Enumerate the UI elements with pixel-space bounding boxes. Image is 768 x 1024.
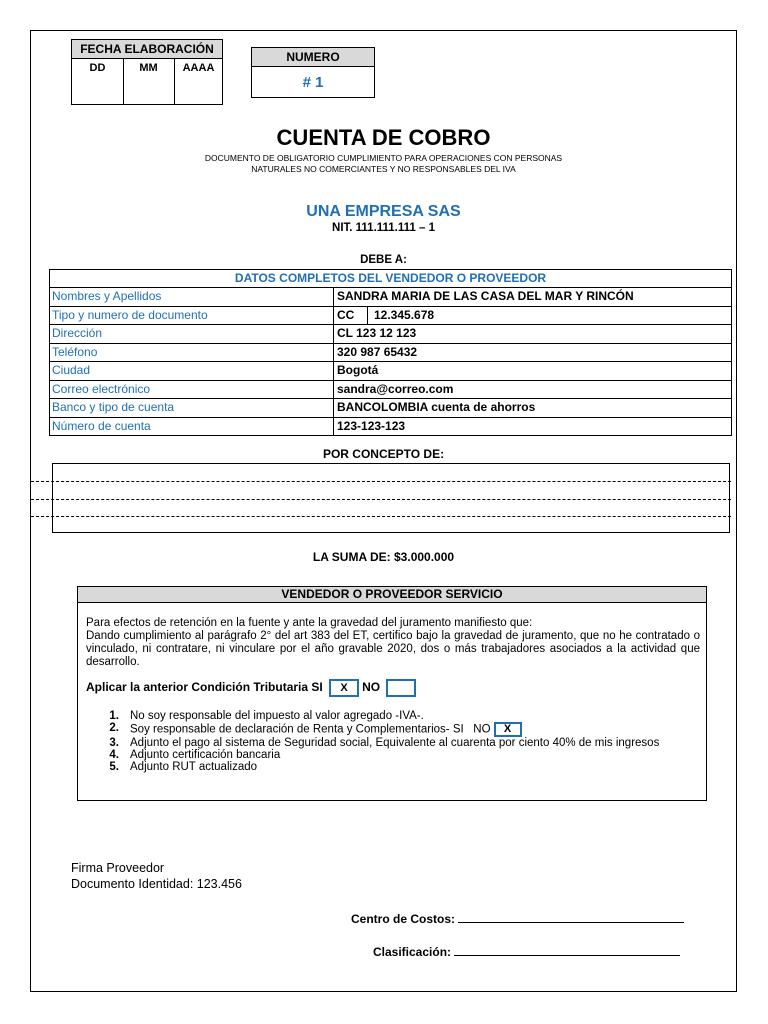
row-value: Bogotá	[337, 363, 379, 377]
row-label: Banco y tipo de cuenta	[50, 399, 334, 417]
numero-value: # 1	[302, 74, 324, 91]
subtitle-line-2: NATURALES NO COMERCIANTES Y NO RESPONSABLES DEL IVA	[251, 164, 516, 174]
table-row	[50, 325, 731, 344]
row-value: CL 123 12 123	[337, 326, 417, 340]
list-item	[86, 749, 700, 761]
item-text	[130, 722, 700, 737]
dashed-line	[31, 516, 731, 517]
vendedor-section	[77, 586, 707, 801]
item-text: Adjunto certificación bancaria	[130, 749, 281, 761]
row-value	[334, 307, 731, 325]
row-label: Correo electrónico	[50, 381, 334, 399]
item-number: 5.	[109, 761, 119, 773]
list-item	[86, 722, 700, 737]
page-title: CUENTA DE COBRO	[276, 125, 491, 150]
row-value: 320 987 65432	[337, 344, 418, 359]
table-row	[50, 307, 731, 326]
row-value: 123-123-123	[337, 418, 406, 433]
table-row	[50, 344, 731, 363]
si-checkbox[interactable]: X	[329, 679, 359, 697]
fecha-label: FECHA ELABORACIÓN	[72, 40, 222, 59]
centro-costos-line[interactable]	[458, 911, 684, 923]
document-page	[30, 30, 737, 992]
no-label: NO	[362, 680, 381, 695]
renta-text: Soy responsable de declaración de Renta y Complementarios- SI	[130, 723, 464, 736]
documento-identidad: Documento Identidad: 123.456	[71, 877, 242, 891]
row-value: SANDRA MARIA DE LAS CASA DEL MAR Y RINCÓN	[337, 289, 634, 303]
vendedor-header: VENDEDOR O PROVEEDOR SERVICIO	[78, 587, 706, 603]
fecha-dd: DD	[72, 58, 124, 104]
dashed-line	[31, 499, 731, 500]
retention-paragraph: Dando cumplimiento al parágrafo 2° del art 383 del ET, certifico bajo la gravedad de juramento, que no he contratado o vinculado, ni contratare, ni vinculare por el año gravable 2020, dos o más trabajadores asociados a la actividad que desarrollo.	[86, 630, 700, 668]
no-checkbox[interactable]	[386, 679, 416, 697]
company-nit: NIT. 111.111.111 – 1	[332, 222, 435, 234]
row-label: Teléfono	[50, 344, 334, 362]
concepto-box[interactable]	[52, 463, 730, 533]
renta-no-label: NO	[473, 723, 491, 736]
renta-no-checkbox[interactable]: X	[494, 722, 522, 737]
debe-label: DEBE A:	[360, 254, 407, 266]
row-value: sandra@correo.com	[337, 381, 454, 396]
retention-intro: Para efectos de retención en la fuente y ante la gravedad del juramento manifiesto que:	[86, 617, 533, 629]
item-text: Adjunto RUT actualizado	[130, 761, 257, 773]
clasificacion-line[interactable]	[454, 944, 680, 956]
row-label: Nombres y Apellidos	[50, 288, 334, 306]
vendor-data-header: DATOS COMPLETOS DEL VENDEDOR O PROVEEDOR	[50, 270, 731, 288]
table-row	[50, 418, 731, 436]
row-label: Dirección	[50, 325, 334, 343]
table-row	[50, 362, 731, 381]
item-number: 1.	[109, 710, 119, 722]
concepto-label: POR CONCEPTO DE:	[322, 447, 445, 461]
table-row	[50, 288, 731, 307]
doc-number: 12.345.678	[374, 307, 435, 322]
table-row	[50, 381, 731, 400]
company-name: UNA EMPRESA SAS	[306, 203, 461, 220]
row-value: BANCOLOMBIA cuenta de ahorros	[337, 400, 536, 414]
row-label: Número de cuenta	[50, 418, 334, 436]
requirements-list	[86, 710, 700, 773]
list-item	[86, 761, 700, 773]
clasificacion-label: Clasificación:	[373, 945, 452, 959]
list-item	[86, 710, 700, 722]
condicion-label: Aplicar la anterior Condición Tributaria SI	[86, 680, 323, 695]
item-text: No soy responsable del impuesto al valor agregado -IVA-.	[130, 710, 424, 722]
table-row	[50, 399, 731, 418]
subtitle	[31, 153, 736, 175]
centro-costos-label: Centro de Costos:	[351, 912, 456, 926]
clasificacion-row	[373, 944, 680, 959]
fecha-mm: MM	[123, 58, 175, 104]
suma-total: LA SUMA DE: $3.000.000	[312, 550, 455, 564]
list-item	[86, 737, 700, 749]
subtitle-line-1: DOCUMENTO DE OBLIGATORIO CUMPLIMIENTO PARA OPERACIONES CON PERSONAS	[204, 153, 563, 163]
doc-type: CC	[337, 307, 368, 325]
item-text: Adjunto el pago al sistema de Seguridad social, Equivalente al cuarenta por ciento 40% de mis ingresos	[130, 737, 660, 749]
item-number: 2.	[109, 722, 119, 734]
row-label: Ciudad	[50, 362, 334, 380]
numero-box	[251, 47, 375, 98]
item-number: 3.	[109, 737, 119, 749]
item-number: 4.	[109, 749, 119, 761]
condicion-tributaria	[86, 679, 419, 697]
centro-costos-row	[351, 911, 684, 926]
numero-label: NUMERO	[252, 48, 374, 67]
fecha-elaboracion-box	[71, 39, 223, 105]
dashed-line	[31, 481, 731, 482]
fecha-aaaa: AAAA	[182, 62, 215, 74]
vendor-data-table	[49, 269, 732, 436]
row-label: Tipo y numero de documento	[50, 307, 334, 325]
firma-proveedor: Firma Proveedor	[71, 861, 165, 875]
